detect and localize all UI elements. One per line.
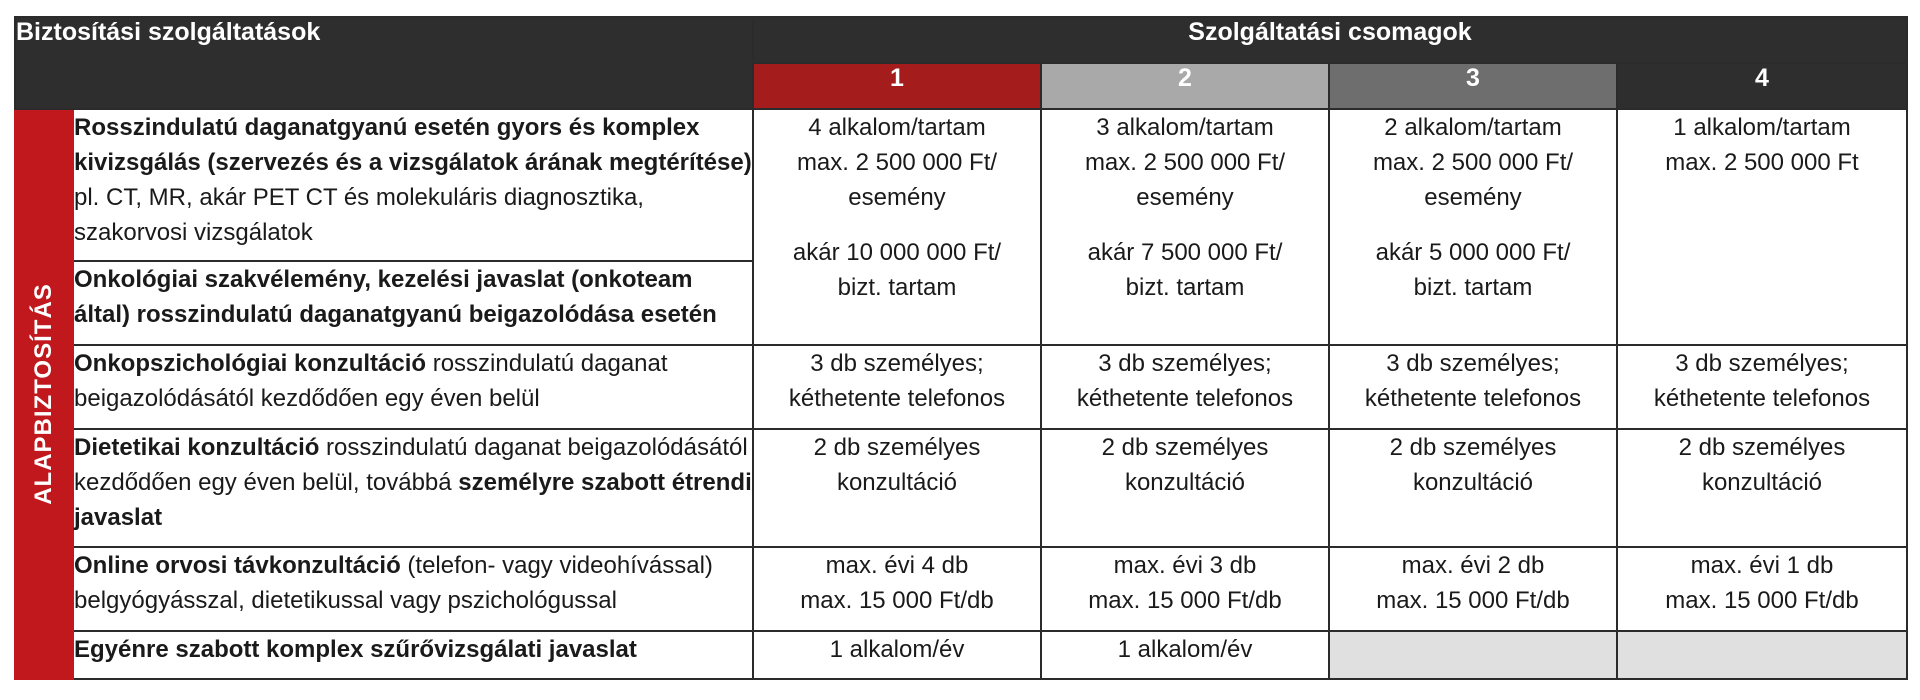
value-cell-p3-screening-empty [1329,631,1617,679]
value-line: akár 5 000 000 Ft/ [1375,239,1571,266]
service-screening-recommendation [73,631,753,679]
value-line: 4 alkalom/tartam [808,114,986,141]
value-cell-p1-investigation [753,109,1041,345]
value-cell-p3-psycho [1329,345,1617,429]
value-line: max. évi 1 db [1690,552,1834,579]
package-3-header: 3 [1329,63,1617,109]
value-line: 2 db személyes [1678,434,1846,461]
value-cell-p2-dietetics [1041,429,1329,547]
value-line: max. 15 000 Ft/db [1088,587,1282,614]
value-line: akár 10 000 000 Ft/ [792,239,1002,266]
value-line: akár 7 500 000 Ft/ [1087,239,1283,266]
service-label-bold: Dietetikai konzultáció [74,434,320,461]
value-line: bizt. tartam [837,274,957,301]
package-2-header: 2 [1041,63,1329,109]
value-line: 3 db személyes; [810,350,984,377]
value-line: esemény [1136,184,1234,211]
service-label-bold: Onkopszichológiai konzultáció [74,350,427,377]
service-label-bold: Egyénre szabott komplex szűrővizsgálati javaslat [74,636,637,663]
value-cell-p2-online [1041,547,1329,631]
value-line: kéthetente telefonos [1653,385,1871,412]
value-line: 1 alkalom/tartam [1673,114,1851,141]
value-line: max. 2 500 000 Ft/ [1084,149,1286,176]
value-line: esemény [1424,184,1522,211]
value-line: 3 db személyes; [1675,350,1849,377]
value-line: max. 15 000 Ft/db [1376,587,1570,614]
value-line: konzultáció [1124,469,1246,496]
value-cell-p1-dietetics [753,429,1041,547]
value-cell-p4-online [1617,547,1907,631]
value-line: max. 15 000 Ft/db [800,587,994,614]
value-cell-p2-psycho [1041,345,1329,429]
value-cell-p1-screening: 1 alkalom/év [753,631,1041,679]
base-insurance-side-band [15,109,73,679]
package-1-header: 1 [753,63,1041,109]
value-cell-p4-dietetics [1617,429,1907,547]
value-line: max. évi 2 db [1401,552,1545,579]
insurance-services-table [14,16,1908,680]
value-cell-p2-screening: 1 alkalom/év [1041,631,1329,679]
value-cell-p1-psycho [753,345,1041,429]
value-cell-p1-online [753,547,1041,631]
service-oncology-opinion [73,261,753,345]
value-line: 3 db személyes; [1386,350,1560,377]
value-line: bizt. tartam [1125,274,1245,301]
service-label-detail: rosszindulatú daganat beigazolódásától kezdődően egy éven belül, továbbá [74,434,748,496]
service-label-bold: Online orvosi távkonzultáció [74,552,401,579]
value-line: max. 2 500 000 Ft/ [1372,149,1574,176]
service-dietetics [73,429,753,547]
service-label-detail: (telefon- vagy videohívással) belgyógyásszal, dietetikussal vagy pszichológussal [74,552,713,614]
value-line: 3 alkalom/tartam [1096,114,1274,141]
value-cell-p4-investigation [1617,109,1907,345]
value-line: 2 db személyes [1101,434,1269,461]
service-online-consultation [73,547,753,631]
value-line: max. évi 3 db [1113,552,1257,579]
value-line: max. 2 500 000 Ft [1665,149,1859,176]
base-insurance-label: ALAPBIZTOSÍTÁS [30,283,57,505]
value-line: max. 2 500 000 Ft/ [796,149,998,176]
value-cell-p4-psycho [1617,345,1907,429]
value-cell-p3-online [1329,547,1617,631]
value-line: max. 15 000 Ft/db [1665,587,1859,614]
packages-header: Szolgáltatási csomagok [753,17,1907,63]
services-header: Biztosítási szolgáltatások [15,17,753,109]
value-cell-p4-screening-empty [1617,631,1907,679]
service-label-detail: pl. CT, MR, akár PET CT és molekuláris diagnosztika, szakorvosi vizsgálatok [74,184,644,246]
service-cancer-investigation [73,109,753,261]
value-line: kéthetente telefonos [788,385,1006,412]
value-line: 3 db személyes; [1098,350,1272,377]
package-4-header: 4 [1617,63,1907,109]
value-line: 2 db személyes [1389,434,1557,461]
service-label-bold: Onkológiai szakvélemény, kezelési javaslat (onkoteam által) rosszindulatú daganatgyanú beigazolódása esetén [74,266,717,328]
value-line: 2 db személyes [813,434,981,461]
value-cell-p2-investigation [1041,109,1329,345]
value-cell-p3-dietetics [1329,429,1617,547]
service-label-detail: rosszindulatú daganat beigazolódásától kezdődően egy éven belül [74,350,668,412]
service-label-bold: Rosszindulatú daganatgyanú esetén gyors és komplex kivizsgálás (szervezés és a vizsgálatok árának megtérítése) [74,114,752,176]
service-psycho-oncology [73,345,753,429]
value-line: konzultáció [1701,469,1823,496]
value-line: esemény [848,184,946,211]
value-line: 2 alkalom/tartam [1384,114,1562,141]
value-line: kéthetente telefonos [1364,385,1582,412]
value-line: bizt. tartam [1413,274,1533,301]
value-cell-p3-investigation [1329,109,1617,345]
service-label-bold-2: személyre szabott étrendi javaslat [74,469,752,531]
value-line: kéthetente telefonos [1076,385,1294,412]
value-line: max. évi 4 db [825,552,969,579]
value-line: konzultáció [836,469,958,496]
value-line: konzultáció [1412,469,1534,496]
